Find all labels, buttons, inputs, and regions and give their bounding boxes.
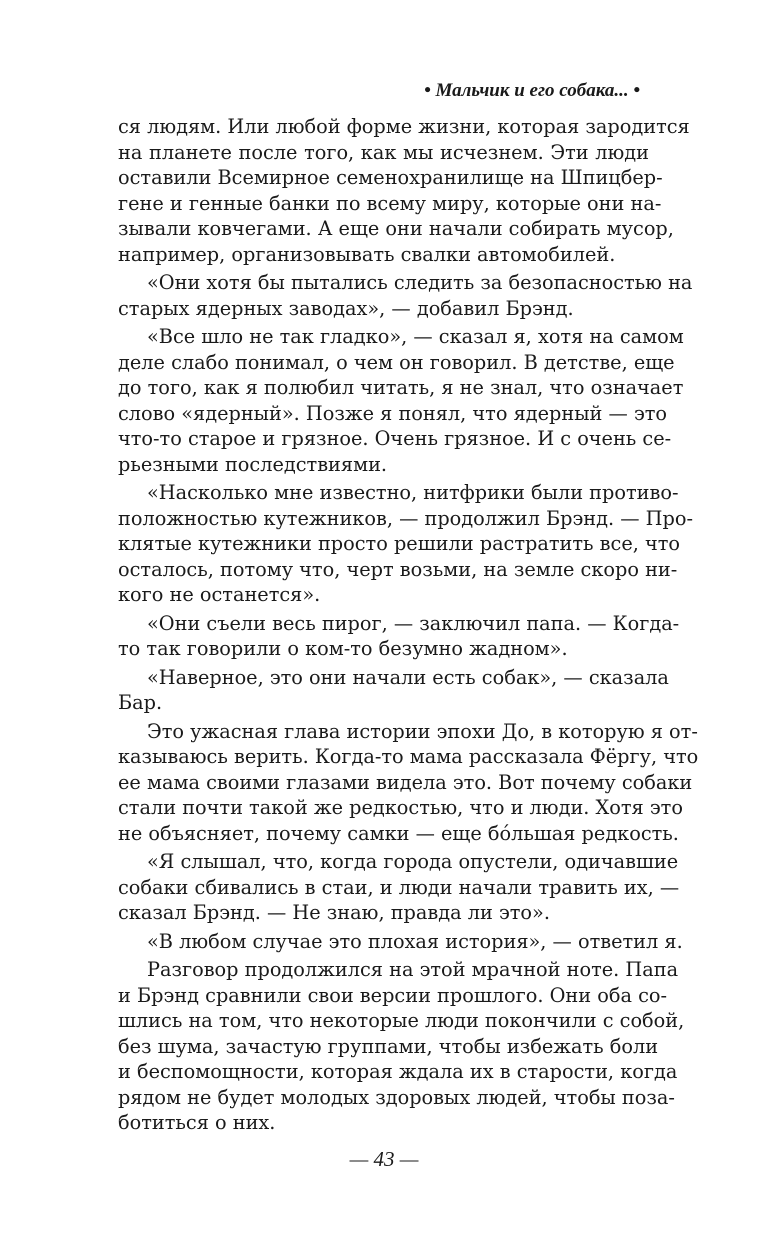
text-line: не объясняет, почему самки — еще бóльшая редкость. <box>118 821 679 845</box>
text-line: Это ужасная глава истории эпохи До, в которую я от- <box>147 719 698 743</box>
text-line: деле слабо понимал, о чем он говорил. В детстве, еще <box>118 350 675 374</box>
text-line: клятые кутежники просто решили растратить все, что <box>118 532 681 555</box>
text-line: рядом не будет молодых здоровых людей, чтобы поза- <box>118 1085 675 1109</box>
paragraph-3 <box>118 324 684 477</box>
text-line: ся людям. Или любой форме жизни, которая зародится <box>118 115 690 138</box>
running-header: • Мальчик и его собака... • <box>424 80 640 101</box>
paragraph-5 <box>118 611 680 662</box>
text-line: зывали ковчегами. А еще они начали собирать мусор, <box>118 217 674 240</box>
paragraph-2 <box>118 270 693 321</box>
text-line: осталось, потому что, черт возьми, на земле скоро ни- <box>118 557 678 581</box>
paragraph-1 <box>118 114 690 267</box>
paragraph-4 <box>118 480 693 608</box>
text-line: гене и генные банки по всему миру, которые они на- <box>118 191 662 215</box>
paragraph-6 <box>118 665 669 716</box>
text-line: «Насколько мне известно, нитфрики были противо- <box>147 481 679 504</box>
body-text <box>118 114 699 1136</box>
paragraph-10 <box>118 957 685 1136</box>
text-line: рьезными последствиями. <box>118 452 388 476</box>
text-line: «В любом случае это плохая история», — ответил я. <box>147 929 683 953</box>
paragraph-9 <box>118 929 683 955</box>
text-line: кого не останется». <box>118 583 321 606</box>
paragraph-8 <box>118 849 680 926</box>
text-line: казываюсь верить. Когда-то мама рассказала Фёргу, что <box>118 745 699 768</box>
page-number: — 43 — <box>349 1147 419 1171</box>
text-line: например, организовывать свалки автомобилей. <box>118 242 616 266</box>
text-line: «Наверное, это они начали есть собак», — сказала <box>147 665 669 689</box>
text-line: собаки сбивались в стаи, и люди начали травить их, — <box>118 875 680 899</box>
text-line: Разговор продолжился на этой мрачной ноте. Папа <box>147 958 679 981</box>
paragraph-7 <box>118 719 699 847</box>
text-line: оставили Всемирное семенохранилище на Шпицбер- <box>118 166 663 189</box>
text-line: и беспомощности, которая ждала их в старости, когда <box>118 1060 678 1083</box>
text-line: сказал Брэнд. — Не знаю, правда ли это». <box>118 901 550 924</box>
text-line: «Они съели весь пирог, — заключил папа. — Когда- <box>147 611 680 635</box>
text-line: что-то старое и грязное. Очень грязное. И с очень се- <box>118 427 672 450</box>
text-line: ботиться о них. <box>118 1111 276 1134</box>
text-line: «Они хотя бы пытались следить за безопасностью на <box>147 271 693 294</box>
text-line: шлись на том, что некоторые люди покончили с собой, <box>118 1009 685 1032</box>
text-line: на планете после того, как мы исчезнем. Эти люди <box>118 140 649 164</box>
text-line: стали почти такой же редкостью, что и люди. Хотя это <box>118 796 683 819</box>
text-line: без шума, зачастую группами, чтобы избежать боли <box>118 1034 659 1058</box>
text-line: старых ядерных заводах», — добавил Брэнд. <box>118 296 574 320</box>
text-line: до того, как я полюбил читать, я не знал, что означает <box>118 376 684 399</box>
text-line: Бар. <box>118 691 163 714</box>
text-line: ее мама своими глазами видела это. Вот почему собаки <box>118 770 693 794</box>
text-line: слово «ядерный». Позже я понял, что ядерный — это <box>118 401 668 425</box>
text-line: «Я слышал, что, когда города опустели, одичавшие <box>147 850 679 873</box>
text-line: и Брэнд сравнили свои версии прошлого. Они оба со- <box>118 983 667 1007</box>
text-line: положностью кутежников, — продолжил Брэнд. — Про- <box>118 506 693 530</box>
text-line: «Все шло не так гладко», — сказал я, хотя на самом <box>147 325 684 348</box>
text-line: то так говорили о ком-то безумно жадном». <box>118 637 568 660</box>
